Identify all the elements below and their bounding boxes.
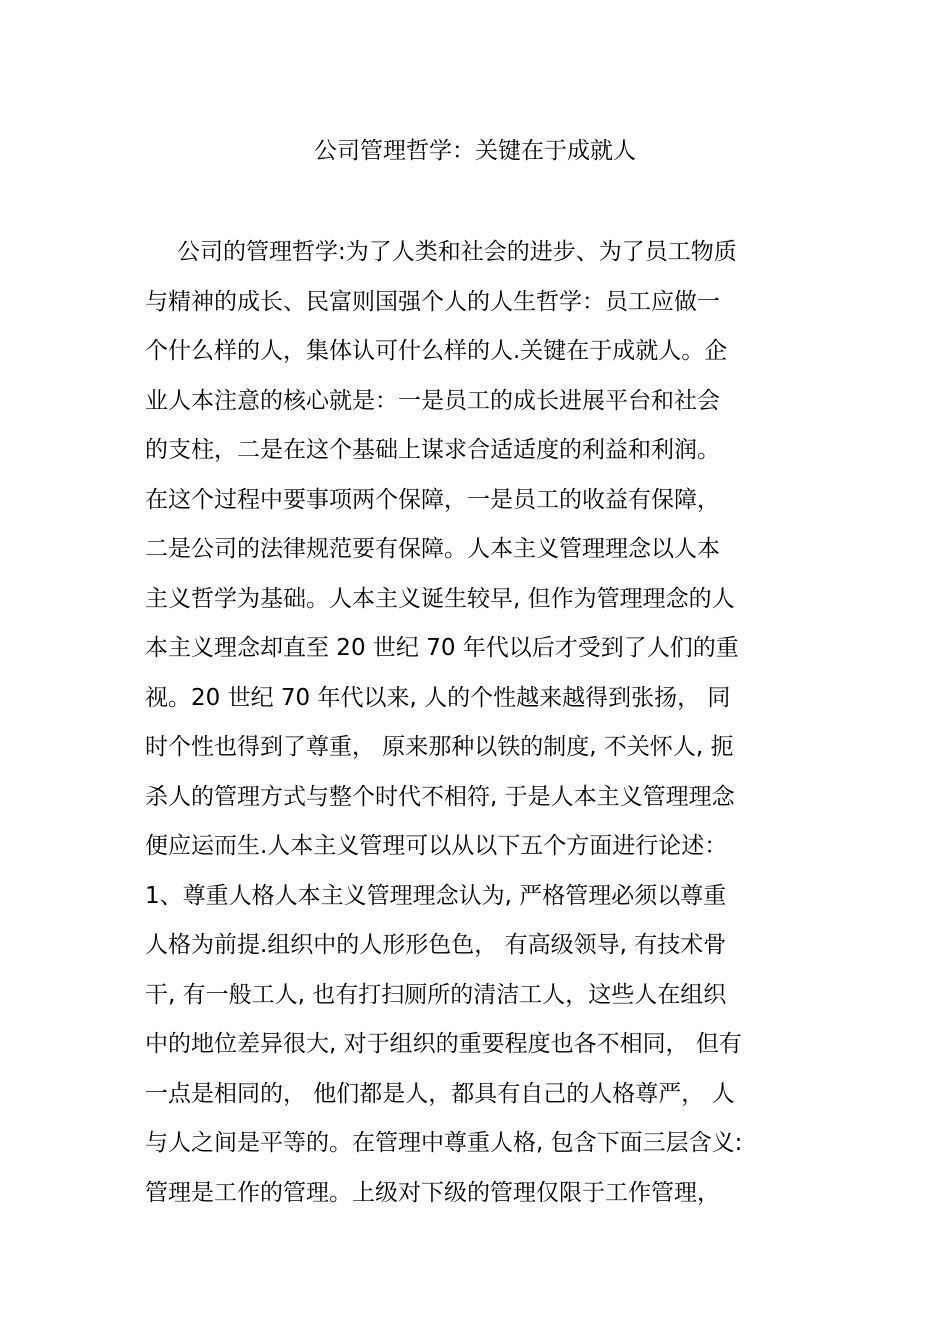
body-line: 在这个过程中要事项两个保障，一是员工的收益有保障， xyxy=(145,486,720,513)
body-line: 一点是相同的， 他们都是人，都具有自己的人格尊严， 人 xyxy=(145,1080,735,1107)
body-line: 杀人的管理方式与整个时代不相符, 于是人本主义管理理念 xyxy=(145,783,735,810)
body-line: 时个性也得到了尊重， 原来那种以铁的制度, 不关怀人, 扼 xyxy=(145,734,734,760)
document-title: 公司管理哲学：关键在于成就人 xyxy=(314,138,636,164)
body-line: 主义哲学为基础。人本主义诞生较早, 但作为管理理念的人 xyxy=(145,585,735,612)
body-line: 业人本注意的核心就是：一是员工的成长进展平台和社会 xyxy=(145,387,720,414)
body-line: 的支柱，二是在这个基础上谋求合适适度的利益和利润。 xyxy=(145,437,720,463)
body-line: 视。20 世纪 70 年代以来, 人的个性越来越得到张扬， 同 xyxy=(145,684,731,711)
body-line: 与精神的成长、民富则国强个人的人生哲学：员工应做一 xyxy=(145,288,720,315)
body-line: 个什么样的人，集体认可什么样的人.关键在于成就人。企 xyxy=(145,338,728,364)
body-line: 干, 有一般工人, 也有打扫厕所的清洁工人，这些人在组织 xyxy=(145,981,727,1008)
body-line: 与人之间是平等的。在管理中尊重人格, 包含下面三层含义: xyxy=(145,1130,743,1156)
body-line: 管理是工作的管理。上级对下级的管理仅限于工作管理， xyxy=(145,1179,720,1206)
body-line: 中的地位差异很大, 对于组织的重要程度也各不相同， 但有 xyxy=(145,1031,742,1057)
body-line: 二是公司的法律规范要有保障。人本主义管理理念以人本 xyxy=(145,536,720,562)
body-line: 1、尊重人格人本主义管理理念认为, 严格管理必须以尊重 xyxy=(145,882,727,909)
document-body xyxy=(145,228,815,1218)
body-line: 便应运而生.人本主义管理可以从以下五个方面进行论述： xyxy=(145,833,728,859)
body-line: 人格为前提.组织中的人形形色色， 有高级领导, 有技术骨 xyxy=(145,932,727,958)
body-line: 本主义理念却直至 20 世纪 70 年代以后才受到了人们的重 xyxy=(145,635,739,661)
body-line: 公司的管理哲学:为了人类和社会的进步、为了员工物质 xyxy=(177,239,737,265)
